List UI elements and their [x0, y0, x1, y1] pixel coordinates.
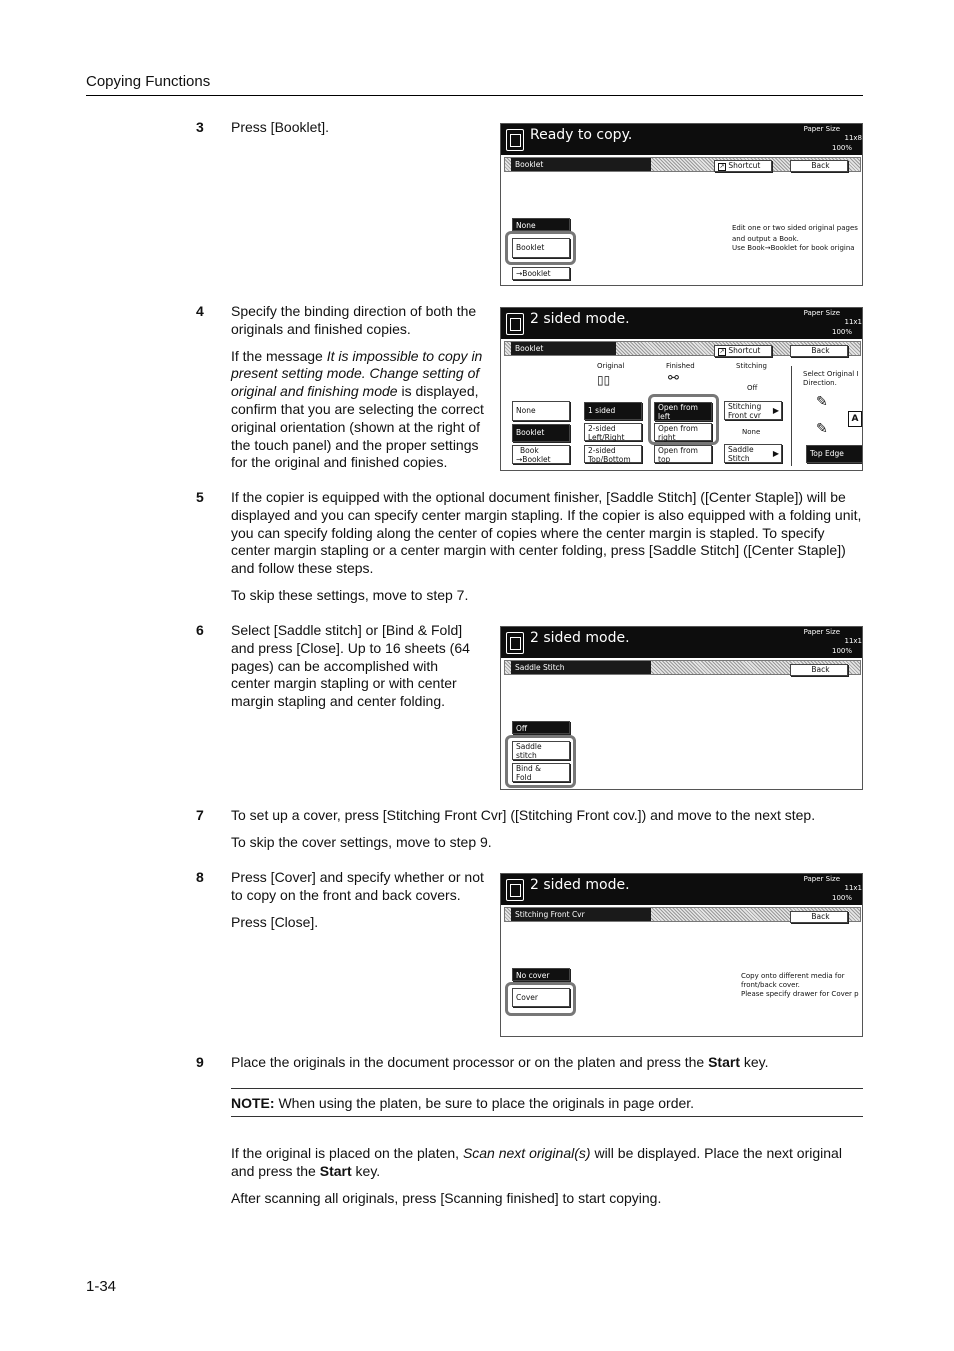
help-text: [732, 224, 863, 253]
step-text: [231, 489, 863, 614]
original-orientation-icon: ✎: [816, 394, 828, 410]
none-button[interactable]: None: [512, 218, 570, 231]
step-number: 6: [196, 622, 204, 638]
step-number: 9: [196, 1054, 204, 1070]
status-message: 2 sided mode.: [530, 877, 630, 893]
tab-booklet: Booklet: [511, 342, 616, 355]
book-booklet-label: →Booklet: [516, 455, 551, 464]
two-sided-top-bottom-button[interactable]: [584, 445, 642, 463]
paper-size-value: 11x8: [844, 134, 862, 142]
button-line: stitch: [516, 751, 537, 760]
button-line: Saddle: [728, 445, 754, 454]
back-button[interactable]: Back: [790, 345, 848, 357]
section-title: Copying Functions: [86, 73, 211, 90]
saddle-stitch-button[interactable]: [724, 444, 782, 463]
zoom-value: 100%: [831, 328, 852, 336]
booklet-button[interactable]: Booklet: [512, 238, 570, 258]
note: [231, 1095, 863, 1113]
help-line-2: and output a Book.: [732, 235, 799, 243]
help-line-1: Edit one or two sided original pages: [732, 224, 858, 232]
button-line: 2-sided: [588, 424, 616, 433]
finished-book-icon: ⚯: [668, 371, 679, 386]
touch-panel-binding: [500, 307, 863, 471]
panel-titlebar: [501, 874, 862, 905]
column-finished: Finished: [666, 362, 695, 370]
paper-size-value: 11x1: [844, 318, 862, 326]
paper-size-label: Paper Size: [803, 125, 840, 133]
button-line: 2-sided: [588, 446, 616, 455]
step-paragraph: To skip the cover settings, move to step 9.: [231, 833, 492, 850]
status-message: 2 sided mode.: [530, 630, 630, 646]
button-line: Open from: [658, 424, 698, 433]
paper-size-value: 11x1: [844, 637, 862, 645]
back-button[interactable]: Back: [790, 911, 848, 923]
note-text: When using the platen, be sure to place the originals in page order.: [274, 1095, 695, 1111]
document-icon: [506, 632, 524, 654]
step-paragraph: To set up a cover, press [Stitching Front Cvr] ([Stitching Front cov.]) and move to the next step.: [231, 807, 816, 823]
step-paragraph: If the copier is equipped with the optional document finisher, [Saddle Stitch] ([Center Staple]) will be displayed and you can specify center margin stapling. If the copier is also equipped with a folding unit, you can specify folding along the center of copies where the center margin is stapled. To specify center margin stapling or a center margin with center folding, press [Saddle Stitch] ([Center Staple]) and follow these steps.: [231, 489, 862, 577]
arrow-right-icon: ▶: [772, 449, 779, 458]
text-run: If the message: [231, 347, 327, 364]
button-line: right: [658, 433, 676, 442]
button-line: Top/Bottom: [588, 455, 631, 464]
step-number: 5: [196, 489, 204, 505]
no-cover-button[interactable]: No cover: [512, 968, 570, 981]
message-italic: Scan next original(s): [462, 1145, 591, 1161]
button-line: Bind &: [516, 764, 541, 773]
off-button[interactable]: Off: [512, 721, 570, 734]
column-divider: [791, 366, 792, 466]
arrow-right-icon: →: [516, 269, 523, 278]
panel-titlebar: [501, 627, 862, 658]
step-number: 4: [196, 303, 204, 319]
step-text: [231, 1054, 863, 1072]
selection-highlight: [505, 231, 576, 265]
selection-highlight: [648, 394, 719, 445]
shortcut-label: Shortcut: [728, 346, 761, 355]
button-line: left: [658, 412, 671, 421]
step-text: Select [Saddle stitch] or [Bind & Fold] and press [Close]. Up to 16 sheets (64 pages) can be accomplished with center margin stapling or with center margin stapling and center folding.: [231, 622, 470, 710]
step-text: [231, 1145, 863, 1216]
step-text: [231, 807, 863, 861]
paper-size-label: Paper Size: [803, 309, 840, 317]
zoom-value: 100%: [831, 144, 852, 152]
text-line: Direction.: [803, 379, 837, 387]
arrow-right-icon: →: [516, 455, 523, 464]
step-paragraph: Press [Close].: [231, 913, 319, 930]
start-key-label: Start: [708, 1054, 740, 1070]
book-label: Book: [520, 446, 539, 455]
button-line: top: [658, 455, 671, 464]
touch-panel-saddle-stitch: [500, 626, 863, 790]
none-button[interactable]: None: [512, 401, 570, 421]
back-button[interactable]: Back: [790, 664, 848, 676]
step-number: 3: [196, 119, 204, 135]
selection-highlight: [505, 982, 576, 1016]
step-paragraph: After scanning all originals, press [Scanning finished] to start copying.: [231, 1189, 662, 1206]
button-line: Open from: [658, 403, 698, 412]
help-line-3: Use Book→Booklet for book origina: [732, 244, 855, 252]
selection-highlight: [505, 735, 576, 788]
help-line-3: Please specify drawer for Cover p: [741, 990, 859, 998]
help-text: [741, 972, 863, 999]
booklet-button[interactable]: Booklet: [512, 424, 570, 442]
stitching-none-value: None: [742, 428, 761, 436]
text-run: If the original is placed on the platen,: [231, 1145, 463, 1161]
column-stitching: Stitching: [736, 362, 767, 370]
original-orientation-icon: ✎: [816, 421, 828, 437]
shortcut-label: Shortcut: [728, 161, 761, 170]
shortcut-button[interactable]: [714, 345, 772, 357]
arrow-right-icon: ▶: [772, 406, 779, 415]
help-line-2: front/back cover.: [741, 981, 800, 989]
book-booklet-button[interactable]: [512, 267, 570, 280]
text-run: Place the originals in the document processor or on the platen and press the: [231, 1054, 709, 1070]
message-italic: It is impossible to copy in present setting mode. Change setting of original and finishing mode: [231, 347, 483, 400]
touch-panel-booklet: [500, 123, 863, 286]
page-number: 1-34: [86, 1278, 117, 1295]
top-edge-button[interactable]: Top Edge: [806, 445, 863, 463]
select-orientation-text: [803, 370, 863, 388]
one-sided-button[interactable]: 1 sided: [584, 402, 642, 420]
button-line: Stitch: [728, 454, 750, 463]
tab-booklet: Booklet: [511, 158, 651, 171]
text-run: is displayed, confirm that you are selecting the correct original orientation (shown at the right of the touch panel) and the proper settings for the original and finished copies.: [231, 383, 484, 471]
column-original: Original: [597, 362, 625, 370]
note-rule-top: [231, 1088, 863, 1089]
help-line-1: Copy onto different media for: [741, 972, 845, 980]
text-run: key.: [739, 1054, 769, 1070]
original-pages-icon: ▯▯: [597, 373, 611, 387]
back-button[interactable]: Back: [790, 160, 848, 172]
button-line: Open from: [658, 446, 698, 455]
paper-size-label: Paper Size: [803, 875, 840, 883]
text-run: key.: [351, 1162, 381, 1179]
shortcut-icon: ↗: [719, 348, 725, 355]
shortcut-button[interactable]: [714, 160, 772, 172]
button-line: Left/Right: [588, 433, 625, 442]
text-run: will be displayed. Place the next original and press the: [231, 1145, 842, 1179]
zoom-value: 100%: [831, 647, 852, 655]
status-message: 2 sided mode.: [530, 311, 630, 327]
step-paragraph: [231, 1145, 863, 1181]
text-line: Select Original I: [803, 370, 859, 378]
button-line: Fold: [516, 773, 532, 782]
button-line: Stitching: [728, 402, 762, 411]
header-rule: [86, 95, 863, 96]
document-icon: [506, 879, 524, 901]
panel-titlebar: [501, 124, 862, 155]
book-booklet-label: Booklet: [522, 269, 551, 278]
cover-button[interactable]: Cover: [512, 988, 570, 1007]
paper-size-label: Paper Size: [803, 628, 840, 636]
letter-a-icon: A: [848, 411, 862, 427]
panel-titlebar: [501, 308, 862, 339]
step-paragraph: To skip these settings, move to step 7.: [231, 586, 469, 603]
start-key-label: Start: [319, 1162, 352, 1179]
step-text: Press [Booklet].: [231, 119, 330, 135]
step-paragraph: Specify the binding direction of both the originals and finished copies.: [231, 303, 477, 337]
shortcut-icon: ↗: [719, 163, 725, 170]
touch-panel-cover: [500, 873, 863, 1037]
document-icon: [506, 313, 524, 335]
step-paragraph: [231, 348, 493, 473]
note-rule-bottom: [231, 1116, 863, 1117]
stitching-front-cover-button[interactable]: [724, 401, 782, 420]
document-icon: [506, 129, 524, 151]
stitching-value: Off: [747, 384, 758, 392]
step-paragraph: Press [Cover] and specify whether or not to copy on the front and back covers.: [231, 869, 484, 903]
paper-size-value: 11x1: [844, 884, 862, 892]
status-message: Ready to copy.: [530, 127, 633, 143]
note-label: NOTE:: [231, 1095, 275, 1111]
step-text: [231, 869, 493, 940]
zoom-value: 100%: [831, 894, 852, 902]
two-sided-left-right-button[interactable]: [584, 423, 642, 441]
step-number: 8: [196, 869, 204, 885]
tab-stitching-front-cvr: Stitching Front Cvr: [511, 908, 651, 921]
tab-saddle-stitch: Saddle Stitch: [511, 661, 651, 674]
book-booklet-button[interactable]: [512, 445, 570, 464]
button-line: Front cvr: [728, 411, 761, 420]
open-from-top-button[interactable]: [654, 445, 712, 463]
step-number: 7: [196, 807, 204, 823]
button-line: Saddle: [516, 742, 542, 751]
step-text: [231, 303, 493, 481]
